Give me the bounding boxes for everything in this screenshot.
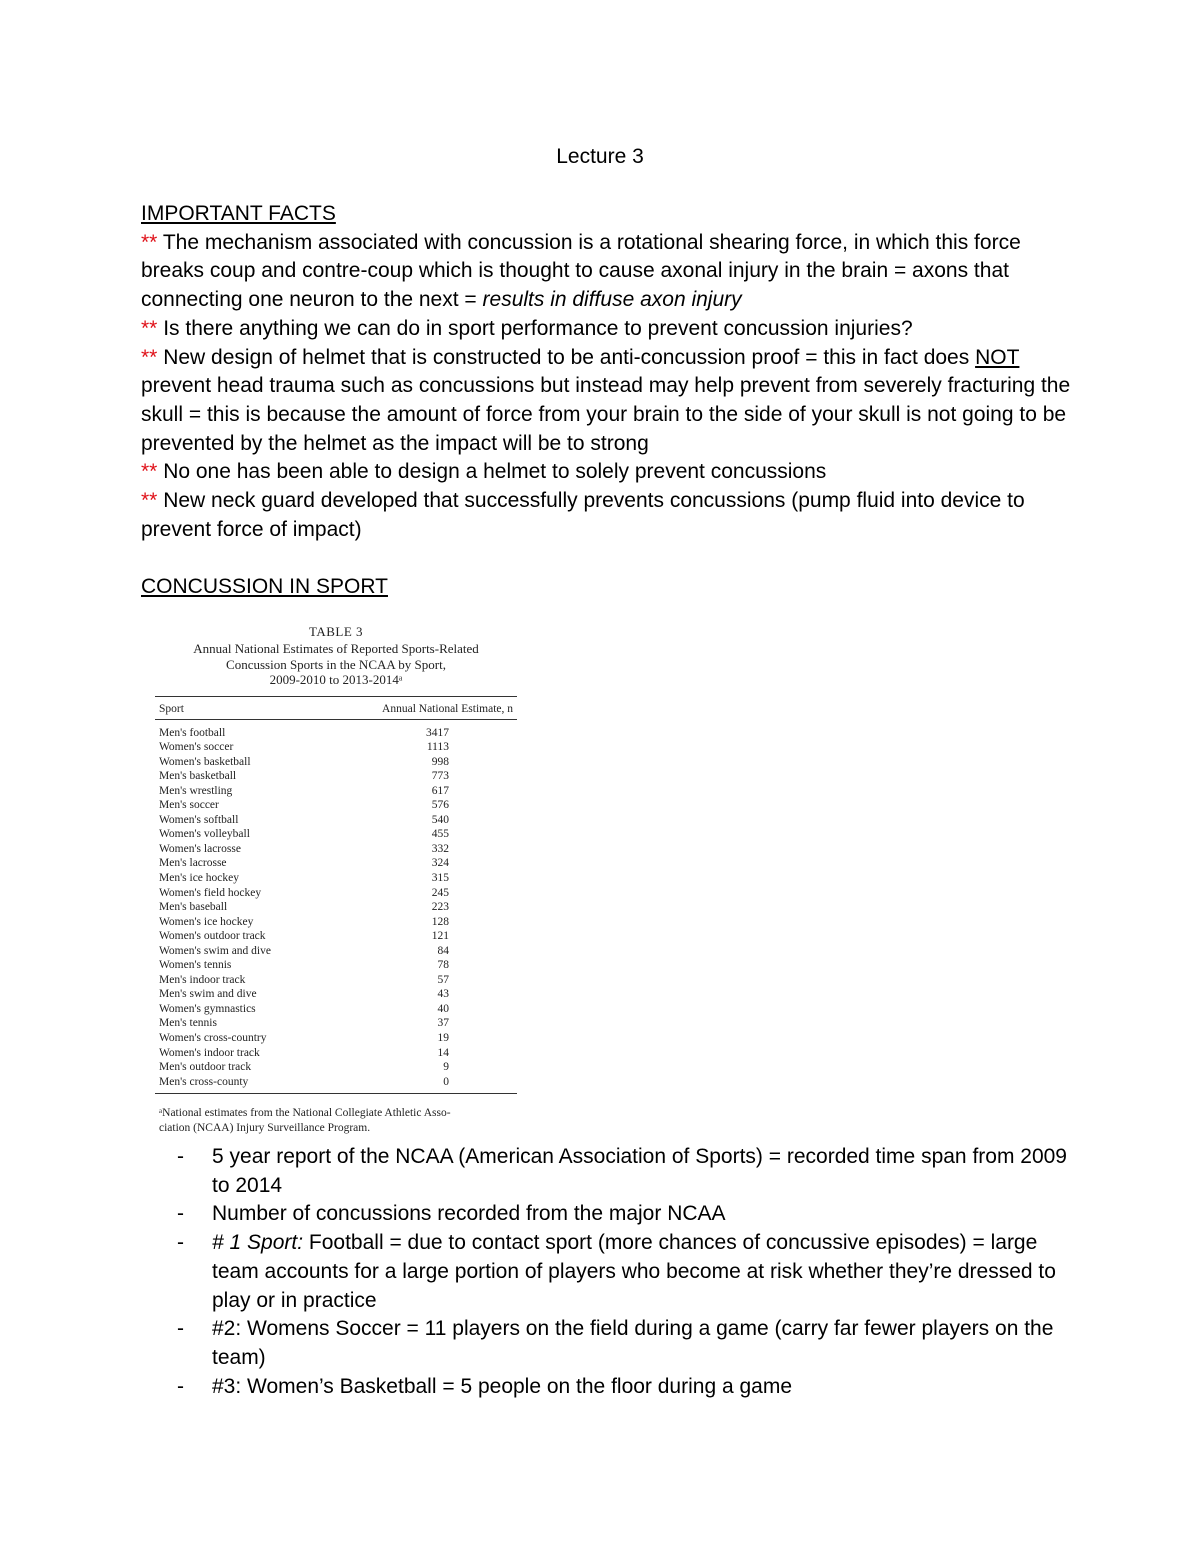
table-cell-estimate: 84 bbox=[437, 944, 449, 957]
table-row bbox=[155, 784, 517, 799]
table-cell-estimate: 332 bbox=[431, 842, 449, 855]
table-cell-sport: Men's wrestling bbox=[159, 784, 233, 797]
table-row bbox=[155, 987, 517, 1002]
table-cell-estimate: 9 bbox=[443, 1061, 449, 1074]
table-header-row bbox=[155, 697, 517, 719]
list-item: - Number of concussions recorded from the major NCAA bbox=[141, 1200, 1071, 1229]
table-cell-estimate: 19 bbox=[437, 1031, 449, 1044]
table-cell-sport: Women's tennis bbox=[159, 959, 232, 972]
table-cell-estimate: 773 bbox=[431, 770, 449, 783]
fact-marker: ** bbox=[141, 489, 158, 513]
table-cell-estimate: 3417 bbox=[426, 726, 449, 739]
fact-emphasis-not: NOT bbox=[975, 345, 1020, 369]
fact-marker: ** bbox=[141, 230, 158, 254]
table-cell-sport: Men's lacrosse bbox=[159, 857, 227, 870]
table-body bbox=[155, 720, 517, 1090]
table-row bbox=[155, 755, 517, 770]
bullet-dash: - bbox=[177, 1374, 184, 1398]
list-item: - #2: Womens Soccer = 11 players on the field during a game (carry far fewer players on the team) bbox=[141, 1315, 1071, 1372]
section-heading: CONCUSSION IN SPORT bbox=[141, 575, 388, 598]
fact-italic-phrase: results in diffuse axon injury bbox=[482, 288, 742, 312]
table-cell-estimate: 57 bbox=[437, 973, 449, 986]
bullet-dash: - bbox=[177, 1231, 184, 1255]
list-item: - #3: Women’s Basketball = 5 people on the floor during a game bbox=[141, 1373, 1071, 1402]
table-row bbox=[155, 769, 517, 784]
page-title: Lecture 3 bbox=[556, 145, 644, 168]
table-rule bbox=[155, 1093, 517, 1094]
fact-item: ** New neck guard developed that successfully prevents concussions (pump fluid into device to prevent force of impact) bbox=[141, 489, 1025, 541]
table-cell-estimate: 576 bbox=[431, 799, 449, 812]
table-cell-estimate: 1113 bbox=[426, 741, 449, 754]
table-cell-sport: Women's lacrosse bbox=[159, 842, 241, 855]
important-facts-heading: IMPORTANT FACTS bbox=[141, 202, 336, 225]
table-row bbox=[155, 798, 517, 813]
table-footnote: ᵃNational estimates from the National Collegiate Athletic Asso- ciation (NCAA) Injury Surveillance Program. bbox=[159, 1107, 451, 1135]
table-cell-estimate: 998 bbox=[431, 755, 449, 768]
table-cell-estimate: 40 bbox=[437, 1002, 449, 1015]
fact-item: ** No one has been able to design a helmet to solely prevent concussions bbox=[141, 460, 827, 484]
concussion-table-figure bbox=[155, 624, 517, 1136]
table-row bbox=[155, 900, 517, 915]
table-row bbox=[155, 827, 517, 842]
table-label: TABLE 3 bbox=[308, 624, 364, 639]
table-cell-sport: Women's ice hockey bbox=[159, 915, 254, 928]
table-row bbox=[155, 726, 517, 741]
table-caption: Annual National Estimates of Reported Sports-Related Concussion Sports in the NCAA by Sport, 2009-2010 to 2013-2014ᵃ bbox=[193, 641, 479, 687]
table-cell-sport: Women's cross-country bbox=[159, 1031, 267, 1044]
table-cell-sport: Men's indoor track bbox=[159, 973, 246, 986]
table-row bbox=[155, 842, 517, 857]
table-row bbox=[155, 958, 517, 973]
table-row bbox=[155, 929, 517, 944]
table-cell-sport: Women's outdoor track bbox=[159, 930, 266, 943]
table-cell-sport: Women's field hockey bbox=[159, 886, 262, 899]
list-item: - 5 year report of the NCAA (American Association of Sports) = recorded time span from 2009 to 2014 bbox=[141, 1143, 1071, 1200]
fact-marker: ** bbox=[141, 345, 158, 369]
table-cell-estimate: 37 bbox=[437, 1017, 449, 1030]
table-cell-sport: Men's basketball bbox=[159, 770, 237, 783]
column-header-estimate: Annual National Estimate, n bbox=[382, 702, 513, 715]
important-facts-section bbox=[141, 200, 1071, 544]
table-cell-sport: Men's ice hockey bbox=[159, 871, 239, 884]
table-row bbox=[155, 871, 517, 886]
bullet-dash: - bbox=[177, 1145, 184, 1168]
summary-bullet-list bbox=[141, 1143, 1071, 1401]
table-cell-sport: Men's cross-county bbox=[159, 1075, 249, 1088]
table-cell-estimate: 0 bbox=[443, 1075, 449, 1088]
fact-item: ** The mechanism associated with concussion is a rotational shearing force, in which this force breaks coup and contre-coup which is thought to cause axonal injury in the brain = axons that connecting one neuron to the next = results in diffuse axon injury bbox=[141, 230, 1021, 312]
table-row bbox=[155, 886, 517, 901]
table-row bbox=[155, 1046, 517, 1061]
table-row bbox=[155, 856, 517, 871]
table-row bbox=[155, 1031, 517, 1046]
table-cell-estimate: 78 bbox=[437, 959, 449, 972]
table-cell-estimate: 245 bbox=[431, 886, 449, 899]
table-row bbox=[155, 1016, 517, 1031]
table-cell-estimate: 540 bbox=[431, 813, 449, 826]
column-header-sport: Sport bbox=[159, 702, 184, 715]
table-cell-estimate: 617 bbox=[431, 784, 449, 797]
table-cell-estimate: 223 bbox=[431, 901, 449, 914]
fact-marker: ** bbox=[141, 460, 158, 484]
table-row bbox=[155, 813, 517, 828]
table-cell-estimate: 121 bbox=[431, 930, 449, 943]
table-cell-estimate: 14 bbox=[437, 1046, 449, 1059]
table-cell-sport: Men's baseball bbox=[159, 901, 228, 914]
table-cell-sport: Men's outdoor track bbox=[159, 1061, 252, 1074]
table-cell-sport: Women's swim and dive bbox=[159, 944, 271, 957]
table-cell-sport: Women's volleyball bbox=[159, 828, 250, 841]
table-cell-sport: Men's tennis bbox=[159, 1017, 217, 1030]
table-row bbox=[155, 1075, 517, 1090]
fact-item: ** New design of helmet that is constructed to be anti-concussion proof = this in fact does NOT prevent head trauma such as concussions but instead may help prevent from severely fracturing the skull = this is because the amount of force from your brain to the side of your skull is not going to be prevented by the helmet as the impact will be to strong bbox=[141, 345, 1071, 455]
fact-marker: ** bbox=[141, 316, 158, 340]
table-row bbox=[155, 973, 517, 988]
table-cell-estimate: 43 bbox=[437, 988, 449, 1001]
table-cell-sport: Women's indoor track bbox=[159, 1046, 260, 1059]
table-row bbox=[155, 1002, 517, 1017]
table-cell-sport: Men's football bbox=[159, 726, 226, 739]
table-cell-sport: Women's gymnastics bbox=[159, 1002, 256, 1015]
list-item: - # 1 Sport: Football = due to contact sport (more chances of concussive episodes) = large team accounts for a large portion of players who become at risk whether they’re dressed to play or in practice bbox=[141, 1229, 1071, 1315]
table-cell-sport: Women's basketball bbox=[159, 755, 251, 768]
table-row bbox=[155, 915, 517, 930]
table-cell-estimate: 128 bbox=[431, 915, 449, 928]
table-cell-estimate: 455 bbox=[431, 828, 449, 841]
table-row bbox=[155, 1060, 517, 1075]
table-cell-estimate: 315 bbox=[431, 871, 449, 884]
table-row bbox=[155, 944, 517, 959]
table-cell-sport: Women's softball bbox=[159, 813, 239, 826]
table-cell-estimate: 324 bbox=[431, 857, 449, 870]
bullet-dash: - bbox=[177, 1202, 184, 1226]
table-row bbox=[155, 740, 517, 755]
table-cell-sport: Women's soccer bbox=[159, 741, 234, 754]
table-cell-sport: Men's swim and dive bbox=[159, 988, 257, 1001]
table-cell-sport: Men's soccer bbox=[159, 799, 219, 812]
bullet-dash: - bbox=[177, 1317, 184, 1341]
fact-item: ** Is there anything we can do in sport performance to prevent concussion injuries? bbox=[141, 316, 913, 340]
